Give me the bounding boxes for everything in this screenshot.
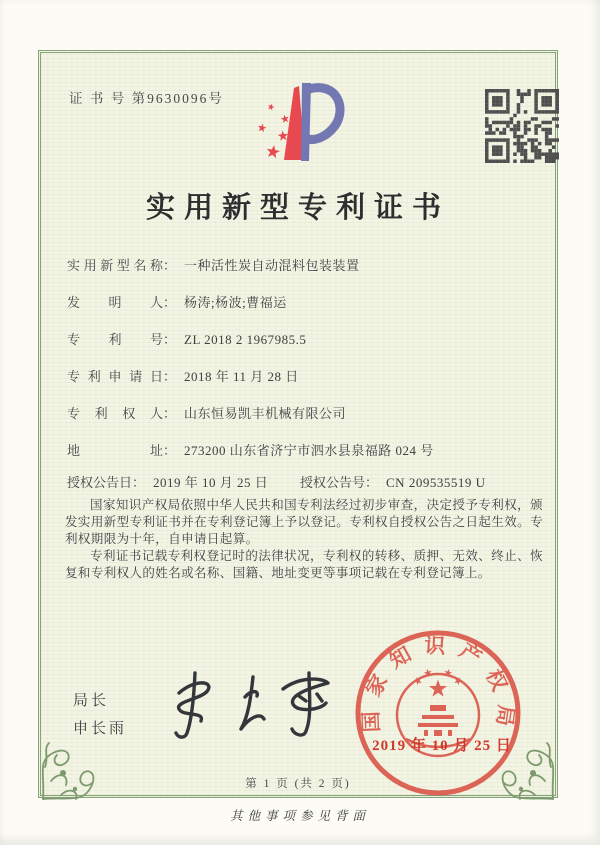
grant-number-label: 授权公告号：: [300, 475, 379, 490]
cnipa-logo-icon: [239, 81, 349, 187]
field-colon: ：: [163, 443, 177, 458]
legal-paragraph: 国家知识产权局依照中华人民共和国专利法经过初步审查，决定授予专利权，颁发实用新型专利证书并在专利登记簿上予以登记。专利权自授权公告之日起生效。专利权期限为十年，自申请日起算。: [65, 498, 543, 546]
field-value: 一种活性炭自动混料包装装置: [184, 258, 360, 273]
field-colon: ：: [163, 406, 177, 421]
field-value: ZL 2018 2 1967985.5: [184, 332, 307, 347]
field-row-patent-number: [67, 329, 537, 366]
field-label: 实用新型名称: [67, 258, 163, 273]
field-colon: ：: [163, 369, 177, 384]
grant-row: [67, 472, 545, 491]
seal-text: 国家知识产权局: [358, 633, 519, 740]
field-label: 专利申请日: [67, 369, 163, 384]
seal-date: 2019 年 10 月 25 日: [372, 738, 512, 754]
signer-name: 申长雨: [73, 721, 128, 737]
back-note: 其他事项参见背面: [229, 809, 370, 823]
field-value: 山东恒易凯丰机械有限公司: [184, 406, 347, 421]
field-value: 杨涛;杨波;曹福运: [184, 295, 287, 310]
field-row-name: [67, 255, 537, 292]
field-row-filing-date: [67, 366, 537, 403]
grant-number-value: CN 209535519 U: [386, 475, 486, 490]
grant-date-value: 2019 年 10 月 25 日: [153, 475, 269, 490]
field-colon: ：: [163, 332, 177, 347]
certificate-title: 实用新型专利证书: [145, 192, 450, 224]
field-colon: ：: [163, 258, 177, 273]
qr-code: [485, 89, 559, 163]
signer-title: 局长: [73, 693, 110, 709]
field-label: 专利权人: [67, 406, 163, 421]
field-row-inventors: [67, 292, 537, 329]
certificate-number: 证 书 号 第9630096号: [69, 91, 224, 106]
field-row-patentee: [67, 403, 537, 440]
field-value: 2018 年 11 月 28 日: [184, 369, 299, 384]
official-seal: [352, 627, 524, 799]
legal-text: [65, 497, 543, 582]
grant-date-label: 授权公告日：: [67, 475, 146, 490]
field-label: 发明人: [67, 295, 163, 310]
field-value: 273200 山东省济宁市泗水县泉福路 024 号: [184, 443, 434, 458]
field-label: 专利号: [67, 332, 163, 347]
director-signature: [161, 665, 351, 751]
legal-paragraph: 专利证书记载专利权登记时的法律状况，专利权的转移、质押、无效、终止、恢复和专利权人的姓名或名称、国籍、地址变更等事项记载在专利登记簿上。: [65, 549, 543, 580]
certificate-border: [38, 50, 558, 798]
field-label: 地址: [67, 443, 163, 458]
signer-block: [73, 687, 127, 743]
field-colon: ：: [163, 295, 177, 310]
page-indicator: 第 1 页 (共 2 页): [245, 778, 351, 790]
certificate-fields: [67, 255, 537, 477]
